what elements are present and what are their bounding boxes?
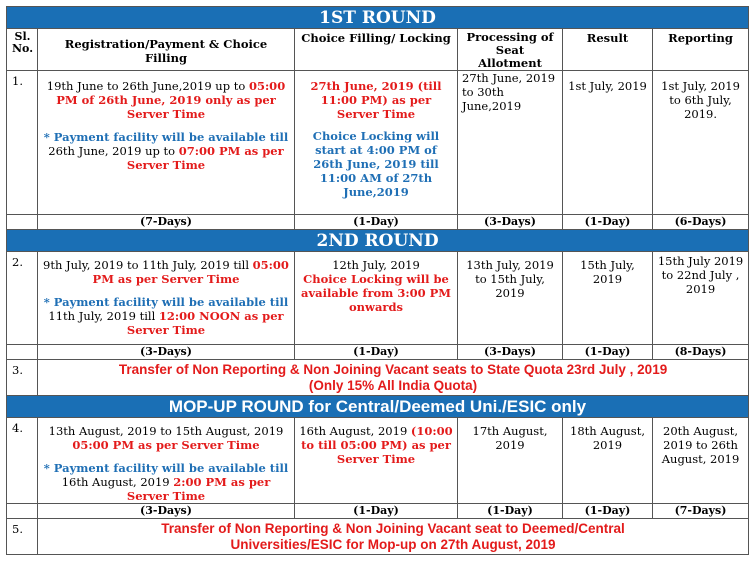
- mopup-duration-row: [7, 504, 749, 519]
- mopup-payment-deadline: 2:00 PM as per Server Time: [126, 475, 271, 503]
- round2-reporting: 15th July 2019 to 22nd July , 2019: [653, 252, 749, 345]
- round2-title: 2ND ROUND: [7, 230, 749, 252]
- round1-reporting: 1st July, 2019 to 6th July, 2019.: [653, 71, 749, 215]
- round2-reg-dates: 9th July, 2019 to 11th July, 2019 till: [43, 258, 250, 272]
- header-registration: Registration/Payment & Choice Filling: [38, 29, 295, 71]
- mopup-dur-result: (1-Day): [563, 504, 653, 519]
- round1-processing: 27th June, 2019 to 30th June,2019: [458, 71, 563, 215]
- mopup-processing: 17th August, 2019: [458, 418, 563, 504]
- transfer2-line1: Transfer of Non Reporting & Non Joining Vacant seat to Deemed/Central: [161, 520, 625, 536]
- round1-dur-report: (6-Days): [653, 215, 749, 230]
- round2-choice-date: 12th July, 2019: [332, 258, 420, 272]
- mopup-dur-reg: (3-Days): [38, 504, 295, 519]
- round1-band: [7, 7, 749, 29]
- round2-processing: 13th July, 2019 to 15th July, 2019: [458, 252, 563, 345]
- header-row: [7, 29, 749, 71]
- round1-payment-deadline: 07:00 PM as per Server Time: [126, 144, 284, 172]
- round2-registration: [38, 252, 295, 345]
- round2-dur-reg: (3-Days): [38, 345, 295, 360]
- round1-dur-result: (1-Day): [563, 215, 653, 230]
- round2-duration-row: [7, 345, 749, 360]
- mopup-payment-date: 16th August, 2019: [61, 475, 170, 489]
- mopup-registration: [38, 418, 295, 504]
- mopup-choice-date: 16th August, 2019: [299, 424, 408, 438]
- mopup-band: [7, 396, 749, 418]
- mopup-dur-proc: (1-Day): [458, 504, 563, 519]
- round1-reg-deadline: 05:00 PM of 26th June, 2019 only as per Server Time: [56, 79, 286, 121]
- transfer2-text: [38, 519, 749, 555]
- mopup-result: 18th August, 2019: [563, 418, 653, 504]
- mopup-sl: 4.: [7, 418, 38, 504]
- mopup-payment-note: * Payment facility will be available till: [43, 461, 289, 475]
- transfer2-sl: 5.: [7, 519, 38, 555]
- header-reporting: Reporting: [653, 29, 749, 71]
- round2-dur-report: (8-Days): [653, 345, 749, 360]
- round1-payment-note: * Payment facility will be available till: [43, 130, 289, 144]
- round2-dur-choice: (1-Day): [295, 345, 458, 360]
- round1-result: 1st July, 2019: [563, 71, 653, 215]
- round2-result: 15th July, 2019: [563, 252, 653, 345]
- round2-reg-deadline: 05:00 PM as per Server Time: [92, 258, 289, 286]
- mopup-choice: [295, 418, 458, 504]
- transfer1-line1: Transfer of Non Reporting & Non Joining Vacant seats to State Quota 23rd July , 2019: [118, 361, 668, 377]
- round1-dur-proc: (3-Days): [458, 215, 563, 230]
- round2-sl: 2.: [7, 252, 38, 345]
- mopup-choice-time: (10:00 to till 05:00 PM) as per Server Time: [301, 424, 453, 466]
- header-result: Result: [563, 29, 653, 71]
- round2-choice: [295, 252, 458, 345]
- mopup-title: MOP-UP ROUND for Central/Deemed Uni./ESIC only: [7, 396, 749, 418]
- round2-dur-proc: (3-Days): [458, 345, 563, 360]
- round2-dur-result: (1-Day): [563, 345, 653, 360]
- round1-choice-locking: Choice Locking will start at 4:00 PM of 26th June, 2019 till 11:00 AM of 27th June,2019: [312, 129, 440, 199]
- round1-duration-row: [7, 215, 749, 230]
- transfer1-text: [38, 360, 749, 396]
- round1-dur-reg: (7-Days): [38, 215, 295, 230]
- round2-payment-deadline: 12:00 NOON as per Server Time: [126, 309, 284, 337]
- mopup-reg-deadline: 05:00 PM as per Server Time: [72, 438, 260, 452]
- mopup-dur-report: (7-Days): [653, 504, 749, 519]
- transfer1-sl: 3.: [7, 360, 38, 396]
- round1-row: [7, 71, 749, 215]
- transfer2-line2: Universities/ESIC for Mop-up on 27th August, 2019: [230, 536, 556, 552]
- round2-payment-date: 11th July, 2019 till: [48, 309, 156, 323]
- round2-band: [7, 230, 749, 252]
- round2-row: [7, 252, 749, 345]
- header-choice: Choice Filling/ Locking: [295, 29, 458, 71]
- round1-payment-date: 26th June, 2019 up to: [48, 144, 176, 158]
- round1-reg-dates: 19th June to 26th June,2019 up to: [46, 79, 246, 93]
- transfer1-row: [7, 360, 749, 396]
- mopup-reporting: 20th August, 2019 to 26th August, 2019: [653, 418, 749, 504]
- header-sl: Sl. No.: [7, 29, 38, 71]
- header-processing: Processing of Seat Allotment: [458, 29, 563, 71]
- round2-choice-locking: Choice Locking will be available from 3:00 PM onwards: [301, 272, 451, 314]
- counselling-schedule-table: [6, 6, 749, 555]
- round2-payment-note: * Payment facility will be available till: [43, 295, 289, 309]
- round1-title: 1ST ROUND: [7, 7, 749, 29]
- round1-sl: 1.: [7, 71, 38, 215]
- mopup-reg-dates: 13th August, 2019 to 15th August, 2019: [48, 424, 284, 438]
- mopup-dur-choice: (1-Day): [295, 504, 458, 519]
- round1-dur-choice: (1-Day): [295, 215, 458, 230]
- transfer2-row: [7, 519, 749, 555]
- round1-choice: [295, 71, 458, 215]
- round1-registration: [38, 71, 295, 215]
- round1-choice-deadline: 27th June, 2019 (till 11:00 PM) as per Server Time: [310, 79, 442, 121]
- mopup-row: [7, 418, 749, 504]
- transfer1-line2: (Only 15% All India Quota): [308, 377, 478, 393]
